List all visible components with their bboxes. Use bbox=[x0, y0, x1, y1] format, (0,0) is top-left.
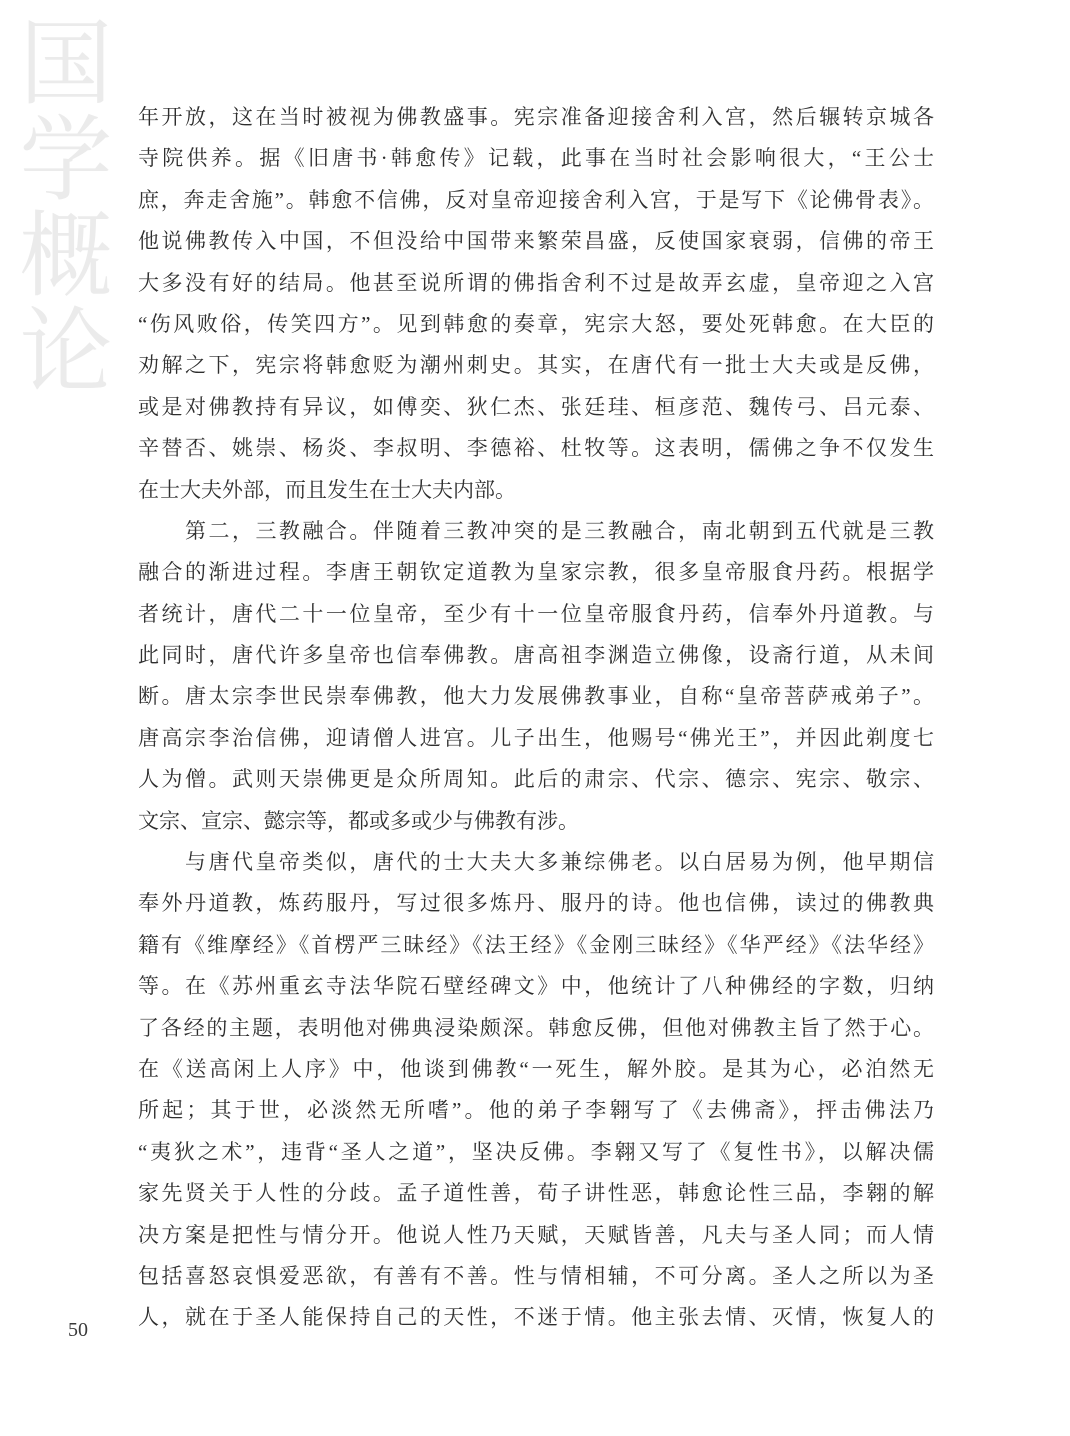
paragraph bbox=[138, 511, 934, 842]
text-line: 第二，三教融合。伴随着三教冲突的是三教融合，南北朝到五代就是三教 bbox=[185, 518, 934, 543]
text-line: 包括喜怒哀惧爱恶欲，有善有不善。性与情相辅，不可分离。圣人之所以为圣 bbox=[138, 1263, 934, 1288]
text-line: 在士大夫外部，而且发生在士大夫内部。 bbox=[138, 477, 516, 502]
text-line: 融合的渐进过程。李唐王朝钦定道教为皇家宗教，很多皇帝服食丹药。根据学 bbox=[138, 560, 934, 585]
text-line: 他说佛教传入中国，不但没给中国带来繁荣昌盛，反使国家衰弱，信佛的帝王 bbox=[138, 229, 934, 254]
paragraph bbox=[138, 842, 934, 1339]
text-line: 了各经的主题，表明他对佛典浸染颇深。韩愈反佛，但他对佛教主旨了然于心。 bbox=[138, 1015, 934, 1040]
text-line: 此同时，唐代许多皇帝也信奉佛教。唐高祖李渊造立佛像，设斋行道，从未间 bbox=[138, 643, 934, 668]
text-line: 籍有《维摩经》《首楞严三昧经》《法王经》《金刚三昧经》《华严经》《法华经》 bbox=[138, 932, 934, 957]
text-line: 家先贤关于人性的分歧。孟子道性善，荀子讲性恶，韩愈论性三品，李翱的解 bbox=[138, 1181, 934, 1206]
text-line: 断。唐太宗李世民崇奉佛教，他大力发展佛教事业，自称“皇帝菩萨戒弟子”。 bbox=[138, 684, 934, 709]
text-line: 文宗、宣宗、懿宗等，都或多或少与佛教有涉。 bbox=[138, 808, 579, 833]
text-line: 寺院供养。据《旧唐书·韩愈传》记载，此事在当时社会影响很大，“王公士 bbox=[138, 146, 934, 171]
text-line: 与唐代皇帝类似，唐代的士大夫大多兼综佛老。以白居易为例，他早期信 bbox=[185, 850, 934, 875]
text-line: 庶，奔走舍施”。韩愈不信佛，反对皇帝迎接舍利入宫，于是写下《论佛骨表》。 bbox=[138, 187, 934, 212]
text-line: 或是对佛教持有异议，如傅奕、狄仁杰、张廷珪、桓彦范、魏传弓、吕元泰、 bbox=[138, 394, 934, 419]
text-line: 所起；其于世，必淡然无所嗜”。他的弟子李翱写了《去佛斋》，抨击佛法乃 bbox=[138, 1098, 934, 1123]
watermark-book-title: 国学概论 bbox=[5, 14, 108, 398]
text-line: 奉外丹道教，炼药服丹，写过很多炼丹、服丹的诗。他也信佛，读过的佛教典 bbox=[138, 891, 934, 916]
text-line: 年开放，这在当时被视为佛教盛事。宪宗准备迎接舍利入宫，然后辗转京城各 bbox=[138, 105, 934, 129]
text-line: 者统计，唐代二十一位皇帝，至少有十一位皇帝服食丹药，信奉外丹道教。与 bbox=[138, 601, 934, 626]
text-line: 决方案是把性与情分开。他说人性乃天赋，天赋皆善，凡夫与圣人同；而人情 bbox=[138, 1222, 934, 1247]
text-line: 劝解之下，宪宗将韩愈贬为潮州刺史。其实，在唐代有一批士大夫或是反佛， bbox=[138, 353, 934, 378]
text-line: 大多没有好的结局。他甚至说所谓的佛指舍利不过是故弄玄虚，皇帝迎之入宫 bbox=[138, 270, 934, 295]
text-line: 在《送高闲上人序》中，他谈到佛教“一死生，解外胶。是其为心，必泊然无 bbox=[138, 1056, 934, 1081]
text-block bbox=[138, 97, 934, 1339]
text-line: “伤风败俗，传笑四方”。见到韩愈的奏章，宪宗大怒，要处死韩愈。在大臣的 bbox=[138, 311, 934, 336]
text-line: “夷狄之术”，违背“圣人之道”，坚决反佛。李翱又写了《复性书》，以解决儒 bbox=[138, 1139, 934, 1164]
page-number: 50 bbox=[68, 1319, 88, 1341]
paragraph bbox=[138, 97, 934, 511]
text-line: 人，就在于圣人能保持自己的天性，不迷于情。他主张去情、灭情，恢复人的 bbox=[138, 1305, 934, 1330]
text-line: 辛替否、姚崇、杨炎、李叔明、李德裕、杜牧等。这表明，儒佛之争不仅发生 bbox=[138, 436, 934, 461]
text-line: 等。在《苏州重玄寺法华院石壁经碑文》中，他统计了八种佛经的字数，归纳 bbox=[138, 974, 934, 999]
text-line: 人为僧。武则天崇佛更是众所周知。此后的肃宗、代宗、德宗、宪宗、敬宗、 bbox=[138, 767, 934, 792]
text-line: 唐高宗李治信佛，迎请僧人进宫。儿子出生，他赐号“佛光王”，并因此剃度七 bbox=[138, 725, 934, 750]
